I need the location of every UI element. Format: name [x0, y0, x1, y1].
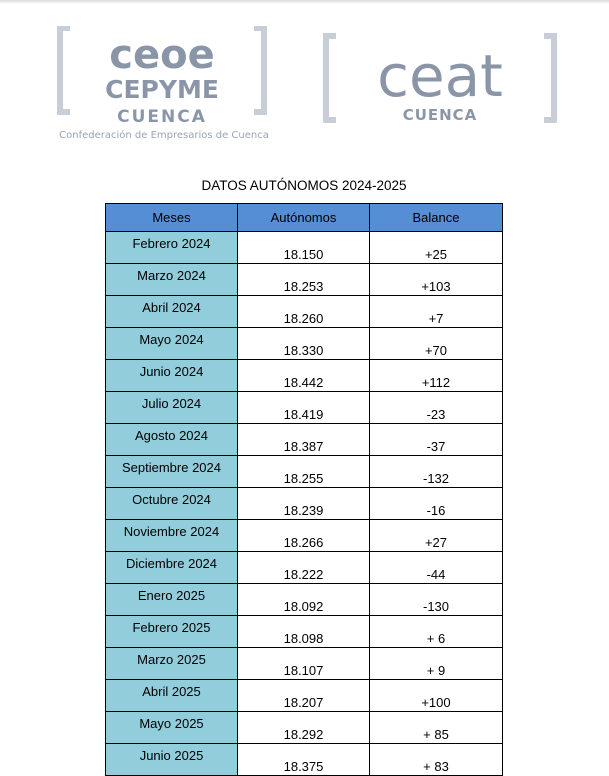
logo-ceat-text: ceat: [377, 42, 503, 110]
ceat-logo: [320, 30, 560, 126]
table-row: [106, 616, 503, 648]
autonomos-cell: 18.207: [238, 680, 370, 712]
table-row: [106, 712, 503, 744]
month-cell: Julio 2024: [106, 392, 238, 424]
autonomos-cell: 18.330: [238, 328, 370, 360]
table-row: [106, 456, 503, 488]
autonomos-cell: 18.419: [238, 392, 370, 424]
table-row: [106, 392, 503, 424]
autonomos-cell: 18.292: [238, 712, 370, 744]
autonomos-cell: 18.442: [238, 360, 370, 392]
balance-cell: -130: [370, 584, 503, 616]
balance-cell: -16: [370, 488, 503, 520]
month-cell: Abril 2024: [106, 296, 238, 328]
table-row: [106, 744, 503, 776]
table-row: [106, 520, 503, 552]
balance-cell: + 85: [370, 712, 503, 744]
table-row: [106, 360, 503, 392]
balance-cell: +7: [370, 296, 503, 328]
month-cell: Abril 2025: [106, 680, 238, 712]
logo-cuenca-text: CUENCA: [117, 107, 207, 127]
header-balance: Balance: [370, 204, 503, 232]
autonomos-cell: 18.222: [238, 552, 370, 584]
table-row: [106, 328, 503, 360]
month-cell: Enero 2025: [106, 584, 238, 616]
balance-cell: -23: [370, 392, 503, 424]
autonomos-cell: 18.150: [238, 232, 370, 264]
month-cell: Mayo 2025: [106, 712, 238, 744]
table-row: [106, 488, 503, 520]
autonomos-cell: 18.255: [238, 456, 370, 488]
table-row: [106, 680, 503, 712]
autonomos-cell: 18.098: [238, 616, 370, 648]
logo-tagline: Confederación de Empresarios de Cuenca: [59, 130, 269, 141]
month-cell: Febrero 2025: [106, 616, 238, 648]
table-row: [106, 264, 503, 296]
balance-cell: + 9: [370, 648, 503, 680]
table-row: [106, 584, 503, 616]
page-top-shadow: [0, 0, 609, 4]
logo-ceoe-text: ceoe: [109, 32, 215, 78]
balance-cell: + 83: [370, 744, 503, 776]
balance-cell: +100: [370, 680, 503, 712]
table-row: [106, 296, 503, 328]
table-row: [106, 232, 503, 264]
autonomos-cell: 18.266: [238, 520, 370, 552]
header-meses: Meses: [106, 204, 238, 232]
table-body: [106, 232, 503, 776]
balance-cell: +103: [370, 264, 503, 296]
header-autonomos: Autónomos: [238, 204, 370, 232]
autonomos-cell: 18.375: [238, 744, 370, 776]
balance-cell: +112: [370, 360, 503, 392]
autonomos-cell: 18.107: [238, 648, 370, 680]
autonomos-cell: 18.260: [238, 296, 370, 328]
ceoe-cepyme-logo: [56, 26, 276, 144]
month-cell: Marzo 2025: [106, 648, 238, 680]
month-cell: Junio 2024: [106, 360, 238, 392]
autonomos-cell: 18.253: [238, 264, 370, 296]
month-cell: Agosto 2024: [106, 424, 238, 456]
month-cell: Mayo 2024: [106, 328, 238, 360]
table-row: [106, 552, 503, 584]
balance-cell: +27: [370, 520, 503, 552]
month-cell: Noviembre 2024: [106, 520, 238, 552]
table-row: [106, 648, 503, 680]
autonomos-cell: 18.092: [238, 584, 370, 616]
autonomos-cell: 18.387: [238, 424, 370, 456]
month-cell: Febrero 2024: [106, 232, 238, 264]
logo-ceat-cuenca-text: CUENCA: [402, 106, 478, 124]
month-cell: Septiembre 2024: [106, 456, 238, 488]
document-title: DATOS AUTÓNOMOS 2024-2025: [201, 178, 407, 193]
logo-cepyme-text: CEPYME: [105, 75, 219, 104]
autonomos-cell: 18.239: [238, 488, 370, 520]
balance-cell: +25: [370, 232, 503, 264]
balance-cell: -44: [370, 552, 503, 584]
balance-cell: + 6: [370, 616, 503, 648]
balance-cell: +70: [370, 328, 503, 360]
balance-cell: -37: [370, 424, 503, 456]
table-header-row: [106, 204, 503, 232]
month-cell: Marzo 2024: [106, 264, 238, 296]
month-cell: Octubre 2024: [106, 488, 238, 520]
month-cell: Diciembre 2024: [106, 552, 238, 584]
balance-cell: -132: [370, 456, 503, 488]
autonomos-table: [105, 203, 503, 776]
month-cell: Junio 2025: [106, 744, 238, 776]
table-row: [106, 424, 503, 456]
